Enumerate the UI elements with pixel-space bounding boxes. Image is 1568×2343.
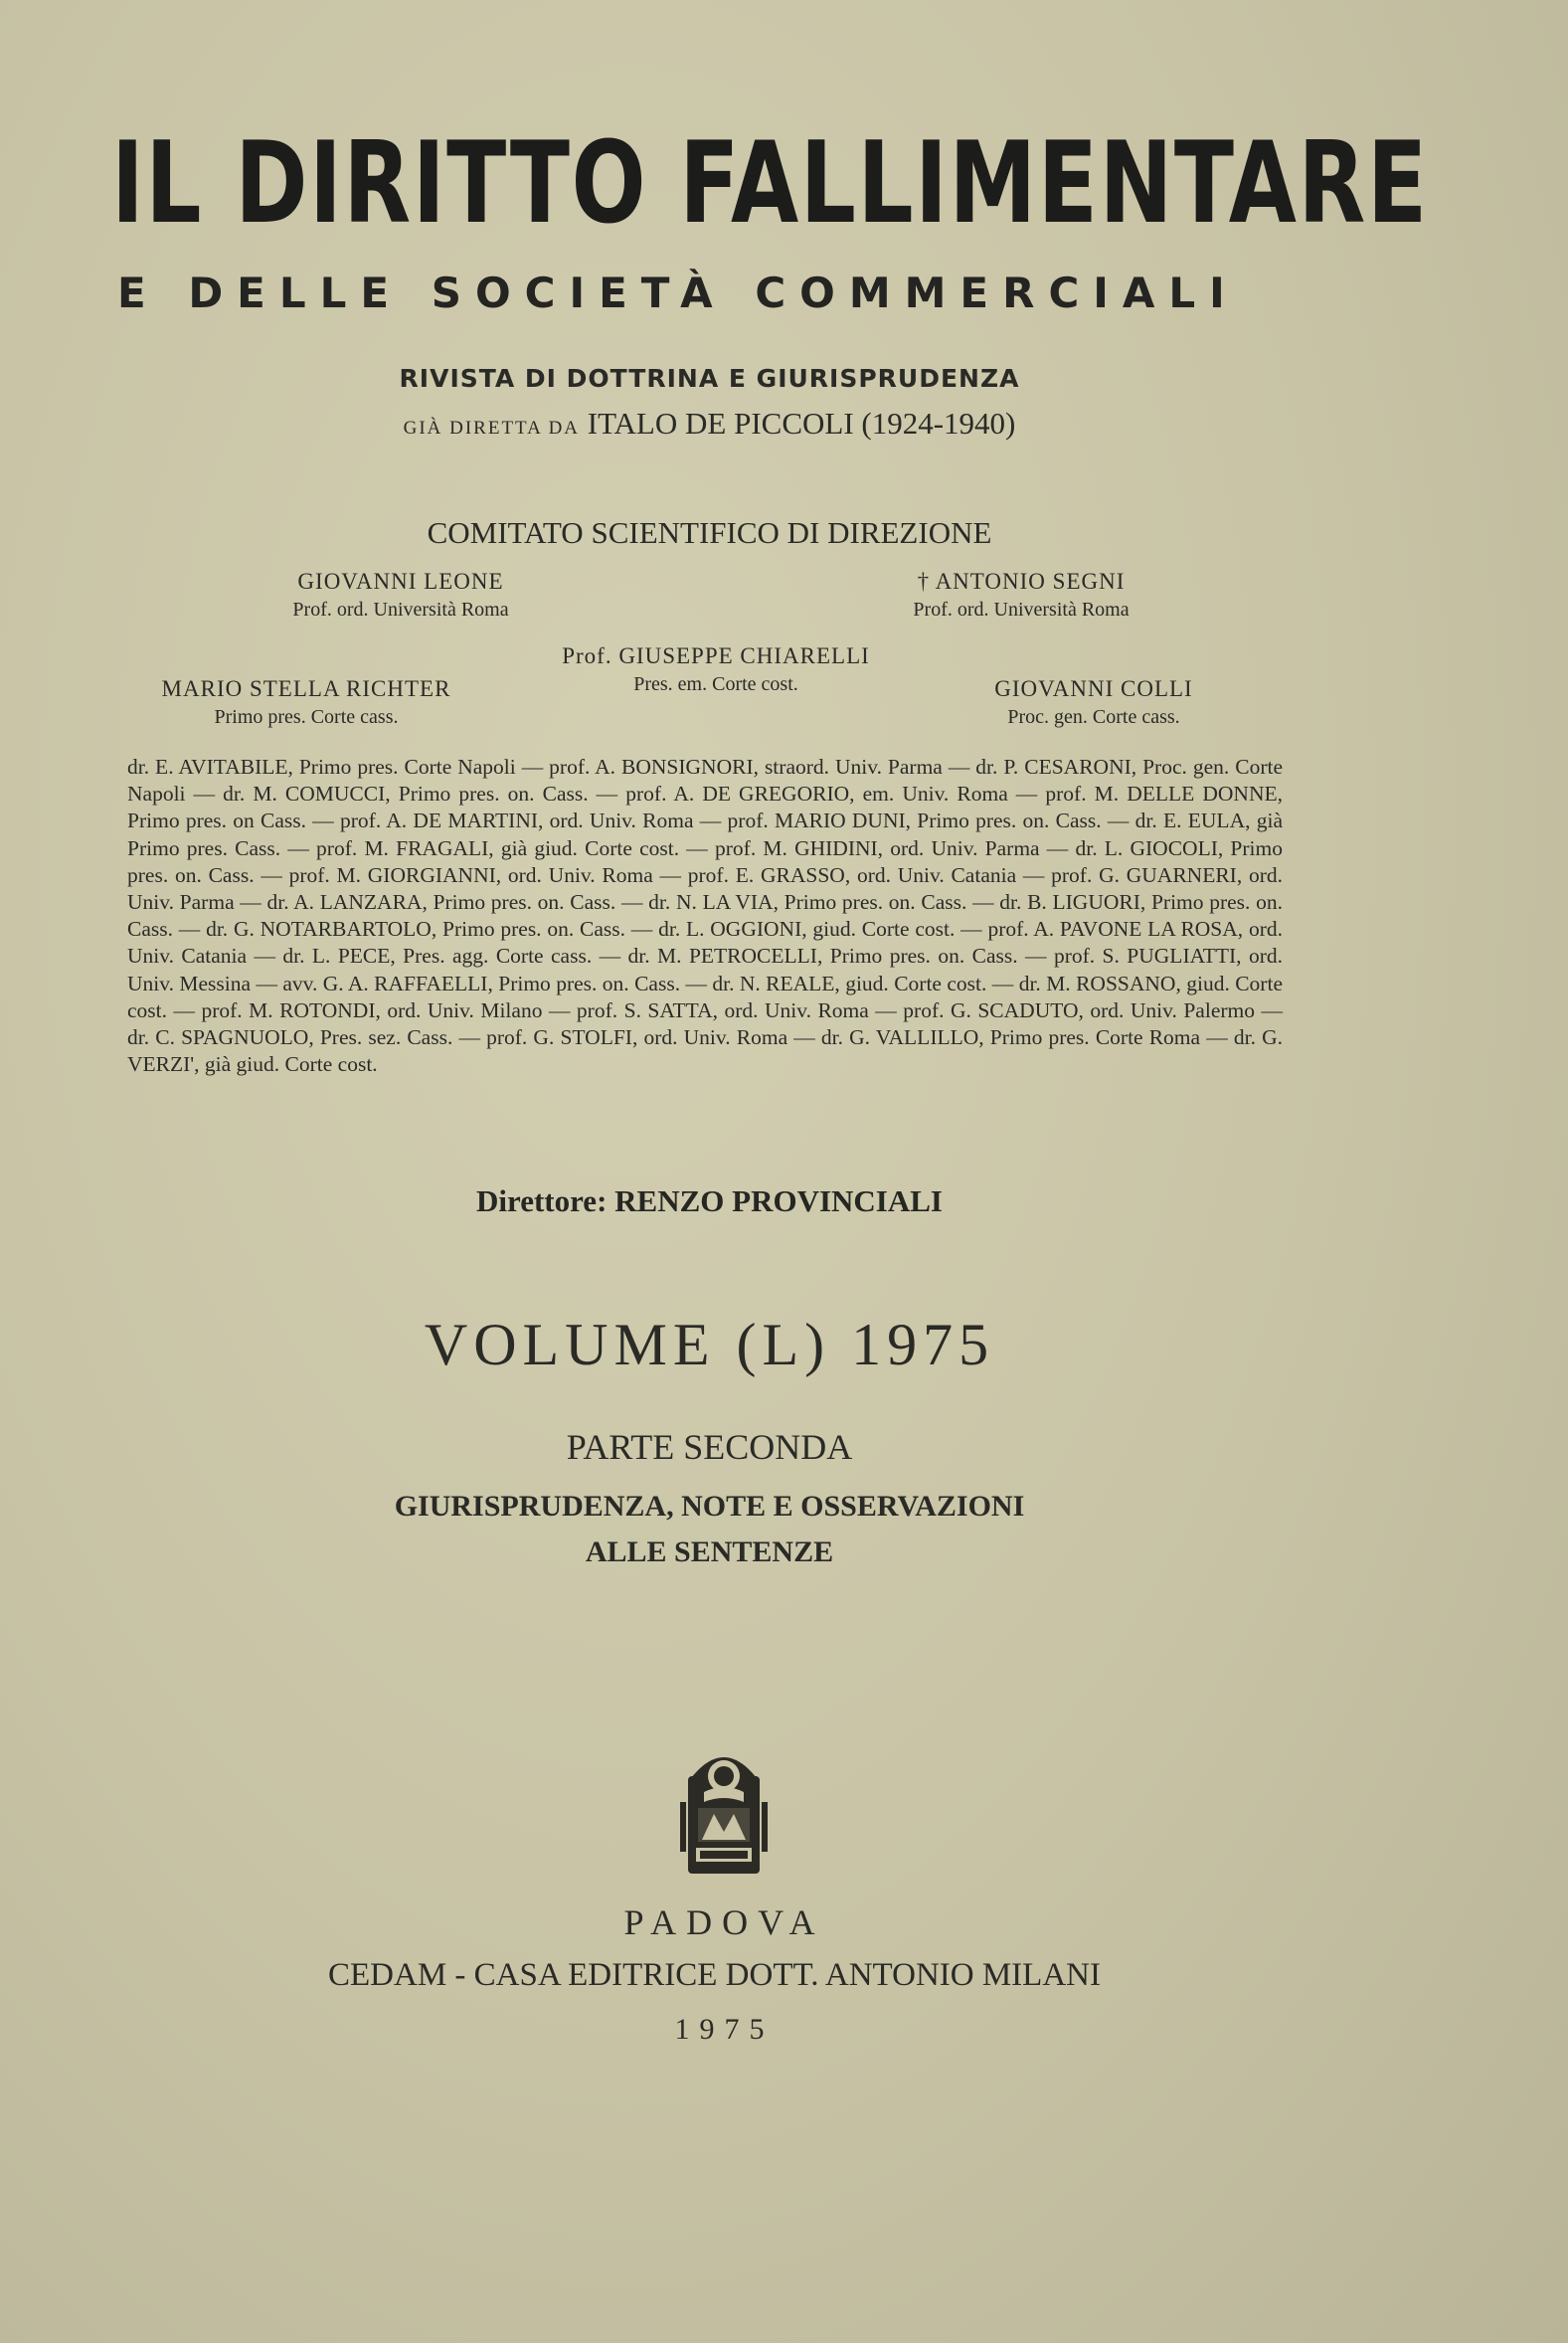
committee-member bbox=[517, 643, 915, 696]
member-role: Proc. gen. Corte cass. bbox=[1007, 706, 1180, 728]
founder-name: ITALO DE PICCOLI (1924-1940) bbox=[587, 406, 1016, 441]
journal-title: IL DIRITTO FALLIMENTARE bbox=[111, 117, 1429, 249]
part-label: PARTE SECONDA bbox=[566, 1427, 853, 1467]
section-title-line: GIURISPRUDENZA, NOTE E OSSERVAZIONI bbox=[394, 1490, 1025, 1523]
committee-member bbox=[935, 676, 1253, 729]
member-name: GIOVANNI COLLI bbox=[994, 676, 1193, 701]
journal-tagline: RIVISTA DI DOTTRINA E GIURISPRUDENZA bbox=[399, 364, 1020, 393]
member-role: Prof. ord. Università Roma bbox=[913, 599, 1130, 621]
director-line: Direttore: RENZO PROVINCIALI bbox=[476, 1183, 943, 1218]
founder-prefix: GIÀ DIRETTA DA bbox=[403, 418, 581, 439]
member-name: GIOVANNI LEONE bbox=[297, 569, 504, 594]
section-title-line: ALLE SENTENZE bbox=[585, 1535, 834, 1568]
committee-heading: COMITATO SCIENTIFICO DI DIREZIONE bbox=[427, 515, 992, 550]
committee-member bbox=[217, 569, 585, 622]
committee-member bbox=[837, 569, 1205, 622]
publisher-name: CEDAM - CASA EDITRICE DOTT. ANTONIO MILANI bbox=[328, 1957, 1101, 1993]
member-role: Prof. ord. Università Roma bbox=[292, 599, 509, 621]
publisher-city: PADOVA bbox=[623, 1902, 825, 1942]
member-role: Primo pres. Corte cass. bbox=[214, 706, 399, 728]
committee-member bbox=[127, 676, 485, 729]
volume-label: VOLUME (L) 1975 bbox=[424, 1312, 995, 1377]
member-role: Pres. em. Corte cost. bbox=[633, 673, 798, 695]
publisher-emblem-icon bbox=[674, 1742, 774, 1880]
member-name: Prof. GIUSEPPE CHIARELLI bbox=[562, 643, 870, 668]
section-title bbox=[0, 1484, 1419, 1575]
journal-subtitle: E DELLE SOCIETÀ COMMERCIALI bbox=[117, 269, 1239, 317]
committee-roster: dr. E. AVITABILE, Primo pres. Corte Napoli — prof. A. BONSIGNORI, straord. Univ. Parma — dr. P. CESARONI, Proc. gen. Corte Napoli — dr. M. COMUCCI, Primo pres. on. Cass. — prof. A. DE GREGORIO, em. Univ. Roma — prof. M. DELLE DONNE, Primo pres. on Cass. — prof. A. DE MARTINI, ord. Univ. Roma — prof. MARIO DUNI, Primo pres. on. Cass. — dr. E. EULA, già Primo pres. Cass. — prof. M. FRAGALI, già giud. Corte cost. — prof. M. GHIDINI, ord. Univ. Parma — dr. L. GIOCOLI, Primo pres. on. Cass. — prof. M. GIORGIANNI, ord. Univ. Roma — prof. E. GRASSO, ord. Univ. Catania — prof. G. GUARNERI, ord. Univ. Parma — dr. A. LANZARA, Primo pres. on. Cass. — dr. N. LA VIA, Primo pres. on. Cass. — dr. B. LIGUORI, Primo pres. on. Cass. — dr. G. NOTARBARTOLO, Primo pres. on. Cass. — dr. L. OGGIONI, giud. Corte cost. — prof. A. PAVONE LA ROSA, ord. Univ. Catania — dr. L. PECE, Pres. agg. Corte cass. — dr. M. PETROCELLI, Primo pres. on. Cass. — prof. S. PUGLIATTI, ord. Univ. Messina — avv. G. A. RAFFAELLI, Primo pres. on. Cass. — dr. N. REALE, giud. Corte cost. — dr. M. ROSSANO, giud. Corte cost. — prof. M. ROTONDI, ord. Univ. Milano — prof. S. SATTA, ord. Univ. Roma — prof. G. SCADUTO, ord. Univ. Palermo — dr. C. SPAGNUOLO, Pres. sez. Cass. — prof. G. STOLFI, ord. Univ. Roma — dr. G. VALLILLO, Primo pres. Corte Roma — dr. G. VERZI', già giud. Corte cost. bbox=[127, 755, 1283, 1077]
publication-year: 1975 bbox=[674, 2013, 775, 2046]
member-name: † ANTONIO SEGNI bbox=[917, 569, 1126, 594]
member-name: MARIO STELLA RICHTER bbox=[161, 676, 451, 701]
founder-line bbox=[0, 406, 1419, 442]
